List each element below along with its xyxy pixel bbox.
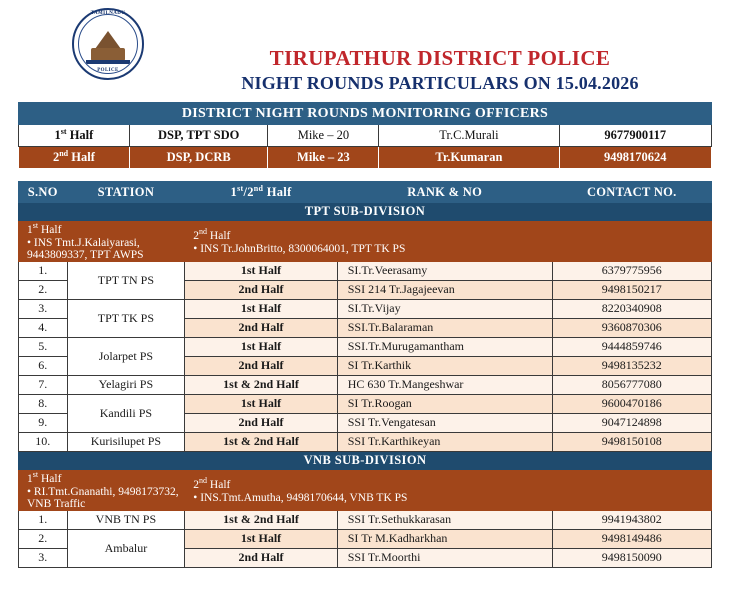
row-half: 2nd Half xyxy=(185,280,337,299)
row-station: Jolarpet PS xyxy=(67,337,185,375)
row-half: 1st Half xyxy=(185,529,337,548)
row-rank: SSI Tr.Sethukkarasan xyxy=(337,510,552,529)
row-station: Kurisilupet PS xyxy=(67,432,185,451)
subdivision-officer-first: 1st Half • RI.Tmt.Gnanathi, 9498173732, VNB Traffic xyxy=(19,469,185,510)
subdivision-header-vnb xyxy=(19,451,712,469)
subdivision-officer-second: 2nd Half • INS Tr.JohnBritto, 8300064001, TPT TK PS xyxy=(185,221,712,262)
officers-designation: DSP, DCRB xyxy=(129,147,268,169)
row-sno: 3. xyxy=(19,548,68,567)
row-sno: 5. xyxy=(19,337,68,356)
row-sno: 1. xyxy=(19,510,68,529)
row-station: Kandili PS xyxy=(67,394,185,432)
row-half: 1st & 2nd Half xyxy=(185,432,337,451)
table-row xyxy=(19,510,712,529)
emblem-text xyxy=(66,6,150,90)
row-rank: SI Tr.Roogan xyxy=(337,394,552,413)
row-contact: 9498150108 xyxy=(552,432,711,451)
subdivision-officer-first: 1st Half • INS Tmt.J.Kalaiyarasi, 9443809337, TPT AWPS xyxy=(19,221,185,262)
row-station: Ambalur xyxy=(67,529,185,567)
table-row xyxy=(19,375,712,394)
night-rounds-roster-table xyxy=(18,181,712,568)
subdivision-officers-tpt xyxy=(19,221,712,262)
row-half: 2nd Half xyxy=(185,356,337,375)
subdivision-title: TPT SUB-DIVISION xyxy=(19,203,712,221)
officers-row-first-half xyxy=(19,125,712,147)
officers-name: Tr.C.Murali xyxy=(379,125,559,147)
row-half: 2nd Half xyxy=(185,548,337,567)
subdivision-officer-second-name: • INS.Tmt.Amutha, 9498170644, VNB TK PS xyxy=(193,491,408,504)
row-sno: 2. xyxy=(19,529,68,548)
row-station: Yelagiri PS xyxy=(67,375,185,394)
subdivision-officer-first-name: • RI.Tmt.Gnanathi, 9498173732, VNB Traffic xyxy=(27,485,179,510)
officers-contact: 9677900117 xyxy=(559,125,711,147)
row-sno: 7. xyxy=(19,375,68,394)
emblem-arc-bottom-label: POLICE xyxy=(97,68,119,73)
table-row xyxy=(19,261,712,280)
row-contact: 9600470186 xyxy=(552,394,711,413)
col-rank: RANK & NO xyxy=(337,182,552,203)
officers-band-title: DISTRICT NIGHT ROUNDS MONITORING OFFICERS xyxy=(19,103,712,125)
table-row xyxy=(19,299,712,318)
page-subtitle: NIGHT ROUNDS PARTICULARS ON 15.04.2026 xyxy=(241,73,639,93)
row-half: 1st & 2nd Half xyxy=(185,510,337,529)
table-row xyxy=(19,337,712,356)
row-half: 1st Half xyxy=(185,299,337,318)
subdivision-officers-vnb xyxy=(19,469,712,510)
col-station: STATION xyxy=(67,182,185,203)
officers-row-second-half xyxy=(19,147,712,169)
row-contact: 9941943802 xyxy=(552,510,711,529)
subdivision-officer-second: 2nd Half • INS.Tmt.Amutha, 9498170644, VNB TK PS xyxy=(185,469,712,510)
row-contact: 9498135232 xyxy=(552,356,711,375)
row-half: 2nd Half xyxy=(185,413,337,432)
table-row xyxy=(19,432,712,451)
row-rank: SSI.Tr.Murugamantham xyxy=(337,337,552,356)
row-sno: 4. xyxy=(19,318,68,337)
officers-callsign: Mike – 20 xyxy=(268,125,379,147)
col-contact: CONTACT NO. xyxy=(552,182,711,203)
row-sno: 8. xyxy=(19,394,68,413)
row-station: VNB TN PS xyxy=(67,510,185,529)
officers-half-label: 1st Half xyxy=(19,125,130,147)
subdivision-officer-first-name: • INS Tmt.J.Kalaiyarasi, 9443809337, TPT AWPS xyxy=(27,236,144,261)
row-contact: 9498150090 xyxy=(552,548,711,567)
row-rank: SSI.Tr.Balaraman xyxy=(337,318,552,337)
row-half: 1st & 2nd Half xyxy=(185,375,337,394)
row-sno: 6. xyxy=(19,356,68,375)
subdivision-officer-second-name: • INS Tr.JohnBritto, 8300064001, TPT TK PS xyxy=(193,242,406,255)
row-contact: 6379775956 xyxy=(552,261,711,280)
row-contact: 8220340908 xyxy=(552,299,711,318)
row-rank: SSI 214 Tr.Jagajeevan xyxy=(337,280,552,299)
row-sno: 1. xyxy=(19,261,68,280)
row-rank: HC 630 Tr.Mangeshwar xyxy=(337,375,552,394)
row-station: TPT TK PS xyxy=(67,299,185,337)
document-header xyxy=(18,0,712,96)
row-half: 2nd Half xyxy=(185,318,337,337)
officers-callsign: Mike – 23 xyxy=(268,147,379,169)
row-contact: 9498150217 xyxy=(552,280,711,299)
monitoring-officers-table xyxy=(18,102,712,169)
row-sno: 2. xyxy=(19,280,68,299)
officers-band-row xyxy=(19,103,712,125)
row-rank: SI Tr.Karthik xyxy=(337,356,552,375)
officers-designation: DSP, TPT SDO xyxy=(129,125,268,147)
subdivision-title: VNB SUB-DIVISION xyxy=(19,451,712,469)
row-half: 1st Half xyxy=(185,261,337,280)
emblem-arc-top-label: TAMILNADU xyxy=(90,11,126,16)
row-rank: SI.Tr.Vijay xyxy=(337,299,552,318)
row-rank: SSI Tr.Moorthi xyxy=(337,548,552,567)
roster-header-row xyxy=(19,182,712,203)
row-half: 1st Half xyxy=(185,394,337,413)
row-rank: SSI Tr.Vengatesan xyxy=(337,413,552,432)
row-half: 1st Half xyxy=(185,337,337,356)
table-row xyxy=(19,394,712,413)
table-row xyxy=(19,529,712,548)
row-rank: SSI Tr.Karthikeyan xyxy=(337,432,552,451)
row-station: TPT TN PS xyxy=(67,261,185,299)
row-contact: 8056777080 xyxy=(552,375,711,394)
col-sno: S.NO xyxy=(19,182,68,203)
row-rank: SI.Tr.Veerasamy xyxy=(337,261,552,280)
title-block xyxy=(168,46,712,94)
subdivision-header-tpt xyxy=(19,203,712,221)
row-contact: 9360870306 xyxy=(552,318,711,337)
page-title: TIRUPATHUR DISTRICT POLICE xyxy=(269,46,611,70)
row-contact: 9498149486 xyxy=(552,529,711,548)
row-sno: 10. xyxy=(19,432,68,451)
officers-contact: 9498170624 xyxy=(559,147,711,169)
row-sno: 9. xyxy=(19,413,68,432)
tamilnadu-police-emblem-icon xyxy=(66,6,150,90)
row-rank: SI Tr M.Kadharkhan xyxy=(337,529,552,548)
officers-half-label: 2nd Half xyxy=(19,147,130,169)
row-contact: 9047124898 xyxy=(552,413,711,432)
row-contact: 9444859746 xyxy=(552,337,711,356)
row-sno: 3. xyxy=(19,299,68,318)
col-half: 1st/2nd Half xyxy=(185,182,337,203)
roster-body xyxy=(19,203,712,568)
officers-name: Tr.Kumaran xyxy=(379,147,559,169)
